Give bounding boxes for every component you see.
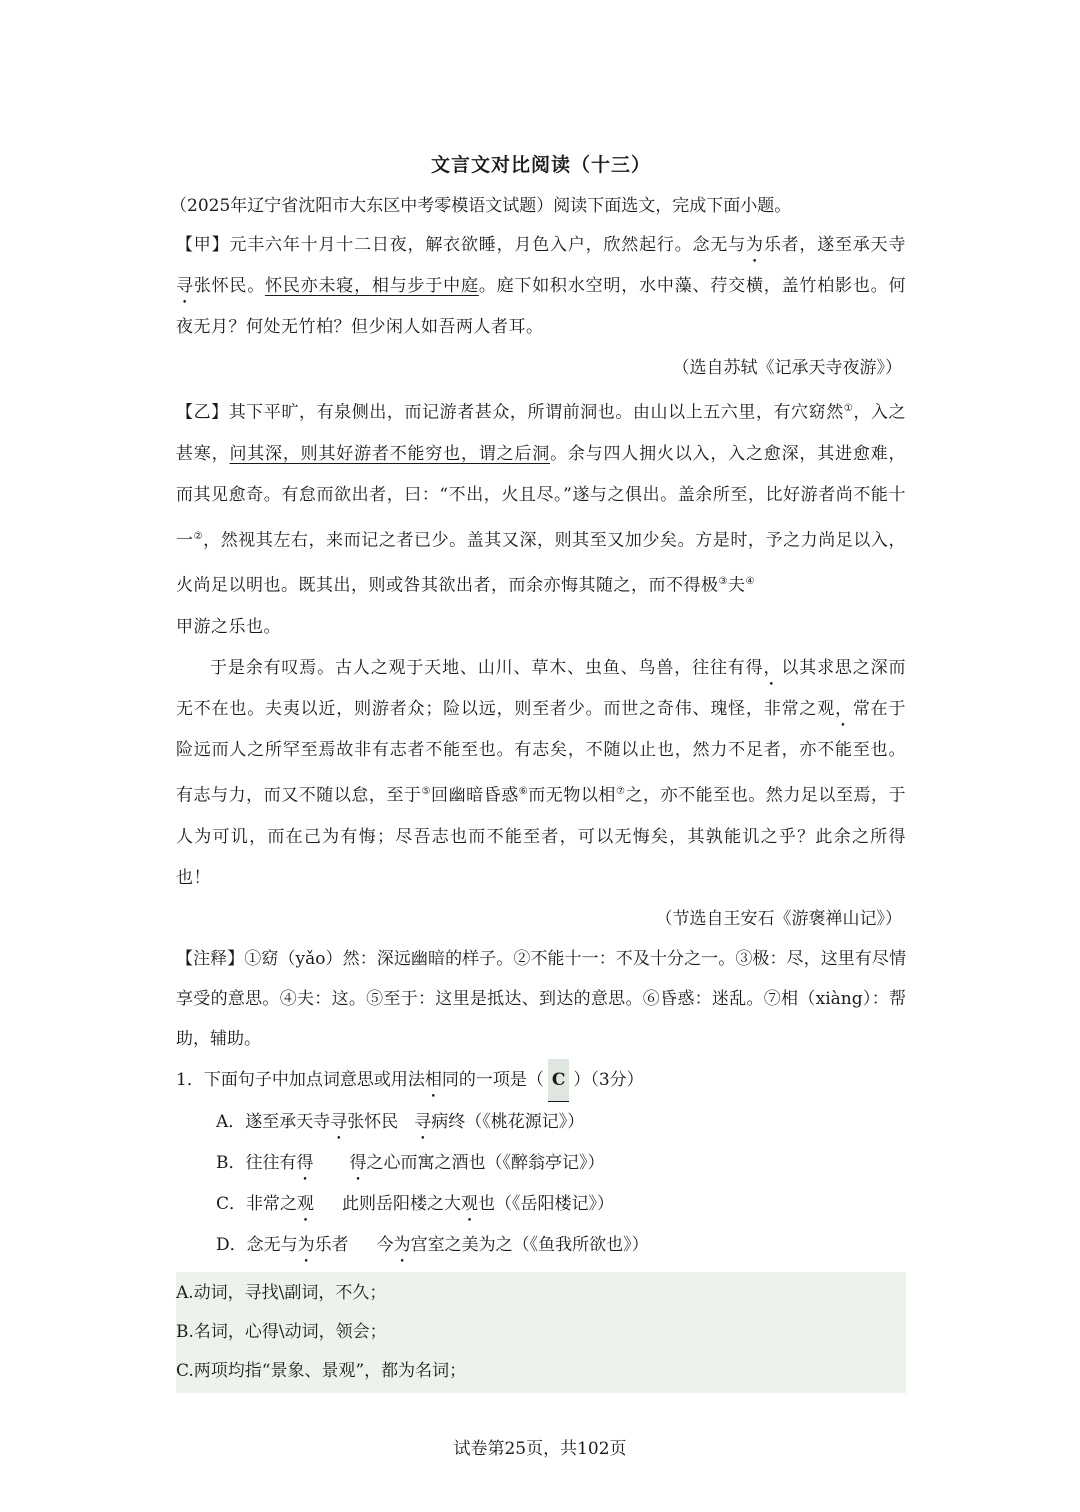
option-c [216,1184,906,1225]
footnote-mark: ⑤ [421,785,432,797]
question-intro: （2025年辽宁省沈阳市大东区中考零模语文试题）阅读下面选文，完成下面小题。 [170,196,792,216]
footnote-mark: ① [843,403,854,414]
option-text: D． [216,1234,247,1255]
analysis-line: A.动词，寻找\副词，不久； [176,1282,387,1303]
option-d [216,1225,906,1266]
dotted-word: 寻 [176,276,194,296]
option-text: 之心而寓之酒也（《醉翁亭记》） [366,1152,605,1173]
option-text: 此则岳阳楼之大 [342,1193,462,1214]
option-text: 念无与 [246,1234,298,1255]
footnote-mark: ⑥ [518,785,529,797]
dotted-word: 为 [746,235,764,255]
passage-tag-yi: 【乙】 [176,402,229,423]
dotted-word: 观 [297,1193,315,1214]
option-text: 今 [376,1234,394,1255]
analysis-line: C.两项均指“景象、景观”，都为名词； [176,1360,467,1381]
passage-tag-jia: 【甲】 [176,235,230,255]
footnote-mark: ④ [745,576,755,588]
passage-yi-p1: 【乙】其下平旷，有泉侧出，而记游者甚众，所谓前洞也。由山以上五六里，有穴窈然①，入之甚寒，问其深，则其好游者不能穷也，谓之后洞。余与四人拥火以入，入之愈深，其进愈难，而其见愈奇。有怠而欲出者，曰：“不出，火且尽。”遂与之俱出。盖余所至，比好游者尚不能十一②，然视其左右，来而记之者已少。盖其又深，则其至又加少矣。方是时，予之力尚足以入，火尚足以明也。既其出，则或咎其欲出者，而余亦悔其随之，而不得极③夫④ 甲游之乐也。 [176,402,907,637]
option-text: 病终（《桃花源记》） [431,1111,585,1132]
option-text: 乐者 [314,1234,349,1255]
passage-jia: 【甲】元丰六年十月十二日夜，解衣欲睡，月色入户，欣然起行。念无与为乐者，遂至承天寺寻张怀民。怀民亦未寝，相与步于中庭。庭下如积水空明，水中藻、荇交横，盖竹柏影也。何夜无月？何处无竹柏？但少闲人如吾两人者耳。 [176,235,906,337]
dotted-word: 相 [424,1069,442,1090]
option-a [216,1102,906,1143]
footnote-mark: ⑦ [615,785,626,797]
underlined-sentence: 问其深，则其好游者不能穷也，谓之后洞 [229,443,551,464]
annotation-notes: 【注释】①窈（yǎo）然：深远幽暗的样子。②不能十一：不及十分之一。③极：尽，这里有尽情享受的意思。④夫：这。⑤至于：这里是抵达、到达的意思。⑥昏惑：迷乱。⑦相（xiàng）：帮助，辅助。 [176,948,906,1049]
answer-analysis [176,1272,906,1393]
footnote-mark: ③ [718,576,728,588]
dotted-word: 得 [296,1152,314,1173]
option-text: 张怀民 [347,1111,399,1132]
passage-source-jia: （选自苏轼《记承天寺夜游》） [672,358,902,378]
option-text: 往往有 [245,1152,297,1173]
dotted-word: 观 [817,698,836,719]
option-text: 也（《岳阳楼记》） [478,1193,615,1214]
footnote-mark: ② [193,530,204,542]
passage-yi-p2: 于是余有叹焉。古人之观于天地、山川、草木、虫鱼、鸟兽，往往有得，以其求思之深而无不在也。夫夷以近，则游者众；险以远，则至者少。而世之奇伟、瑰怪，非常之观，常在于险远而人之所罕至焉故非有志者不能至也。有志矣，不随以止也，然力不足者，亦不能至也。有志与力，而又不随以怠，至于⑤回幽暗昏惑⑥而无物以相⑦之，亦不能至也。然力足以至焉，于人为可讥，而在己为有悔；尽吾志也而不能至者，可以无悔矣，其孰能讥之乎？此余之所得也！ [176,657,907,888]
analysis-line: B.名词，心得\动词，领会； [176,1321,387,1342]
underlined-sentence: 怀民亦未寝，相与步于中庭 [265,276,479,296]
passage-source-yi: （节选自王安石《游褒禅山记》） [655,908,902,929]
dotted-word: 为 [393,1234,411,1255]
dotted-word: 为 [297,1234,315,1255]
option-list [176,1102,906,1266]
answer-blank: C [548,1059,570,1102]
dotted-word: 得 [745,657,764,678]
option-text: 非常之 [246,1193,298,1214]
option-text: B． [216,1152,246,1173]
option-text: A． [216,1111,246,1132]
option-text: 宫室之美为之（《鱼我所欲也》） [410,1234,649,1255]
option-b [216,1143,906,1184]
page-title: 文言文对比阅读（十三） [430,154,651,176]
option-text: C． [216,1193,247,1214]
dotted-word: 得 [349,1152,367,1173]
dotted-word: 寻 [414,1111,432,1132]
exam-page [170,150,907,1393]
page-footer: 试卷第25页，共102页 [453,1439,627,1459]
question-stem: 1．下面句子中加点词意思或用法相同的一项是（ C ）（3分） [176,1059,906,1102]
option-text: 遂至承天寺 [245,1111,331,1132]
dotted-word: 观 [461,1193,479,1214]
dotted-word: 寻 [330,1111,348,1132]
